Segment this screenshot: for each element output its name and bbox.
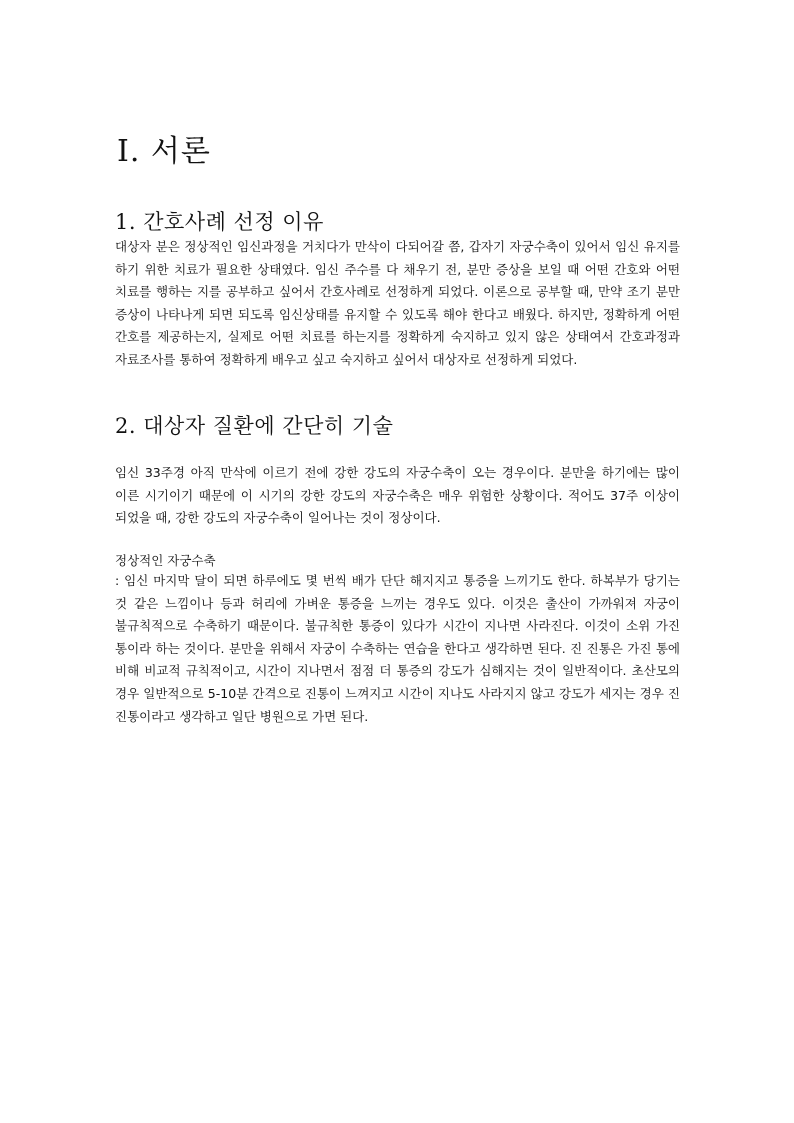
section-heading-disease-description: 2. 대상자 질환에 간단히 기술 [115,414,394,438]
chapter-title: Ⅰ. 서론 [117,134,211,169]
section-paragraph-selection-reason: 대상자 분은 정상적인 임신과정을 거치다가 만삭이 다되어갈 쯤, 갑자기 자궁수축이 있어서 임신 유지를 하기 위한 치료가 필요한 상태였다. 임신 주수를 다 채우기 전, 분만 증상을 보일 때 어떤 간호와 어떤 치료를 행하는 지를 공부하고 싶어서 간호사례로 선정하게 되었다. 이론으로 공부할 때, 만약 조기 분만 증상이 나타나게 되면 되도록 임신상태를 유지할 수 있도록 해야 한다고 배웠다. 하지만, 정확하게 어떤 간호를 제공하는지, 실제로 어떤 치료를 하는지를 정확하게 숙지하고 있지 않은 상태여서 간호과정과 자료조사를 통하여 정확하게 배우고 싶고 숙지하고 싶어서 대상자로 선정하게 되었다. [115,239,680,367]
section-paragraph-disease-description: 임신 33주경 아직 만삭에 이르기 전에 강한 강도의 자궁수축이 오는 경우이다. 분만을 하기에는 많이 이른 시기이기 때문에 이 시기의 강한 강도의 자궁수축은 매우 위험한 상황이다. 적어도 37주 이상이 되었을 때, 강한 강도의 자궁수축이 일어나는 것이 정상이다. [115,465,680,526]
section-heading-selection-reason: 1. 간호사례 선정 이유 [115,210,324,234]
subheading-normal-contractions: 정상적인 자궁수축 [115,553,216,568]
paragraph-normal-contractions: : 임신 마지막 달이 되면 하루에도 몇 번씩 배가 단단 해지지고 통증을 느끼기도 한다. 하복부가 당기는 것 같은 느낌이나 등과 허리에 가벼운 통증을 느끼는 경우도 있다. 이것은 출산이 가까워져 자궁이 불규칙적으로 수축하기 때문이다. 불규칙한 통증이 있다가 시간이 지나면 사라진다. 이것이 소위 가진 통이라 하는 것이다. 분만을 위해서 자궁이 수축하는 연습을 한다고 생각하면 된다. 진 진통은 가진 통에 비해 비교적 규칙적이고, 시간이 지나면서 점점 더 통증의 강도가 심해지는 것이 일반적이다. 초산모의 경우 일반적으로 5-10분 간격으로 진통이 느껴지고 시간이 지나도 사라지지 않고 강도가 세지는 경우 진 진통이라고 생각하고 일단 병원으로 가면 된다. [115,573,680,724]
